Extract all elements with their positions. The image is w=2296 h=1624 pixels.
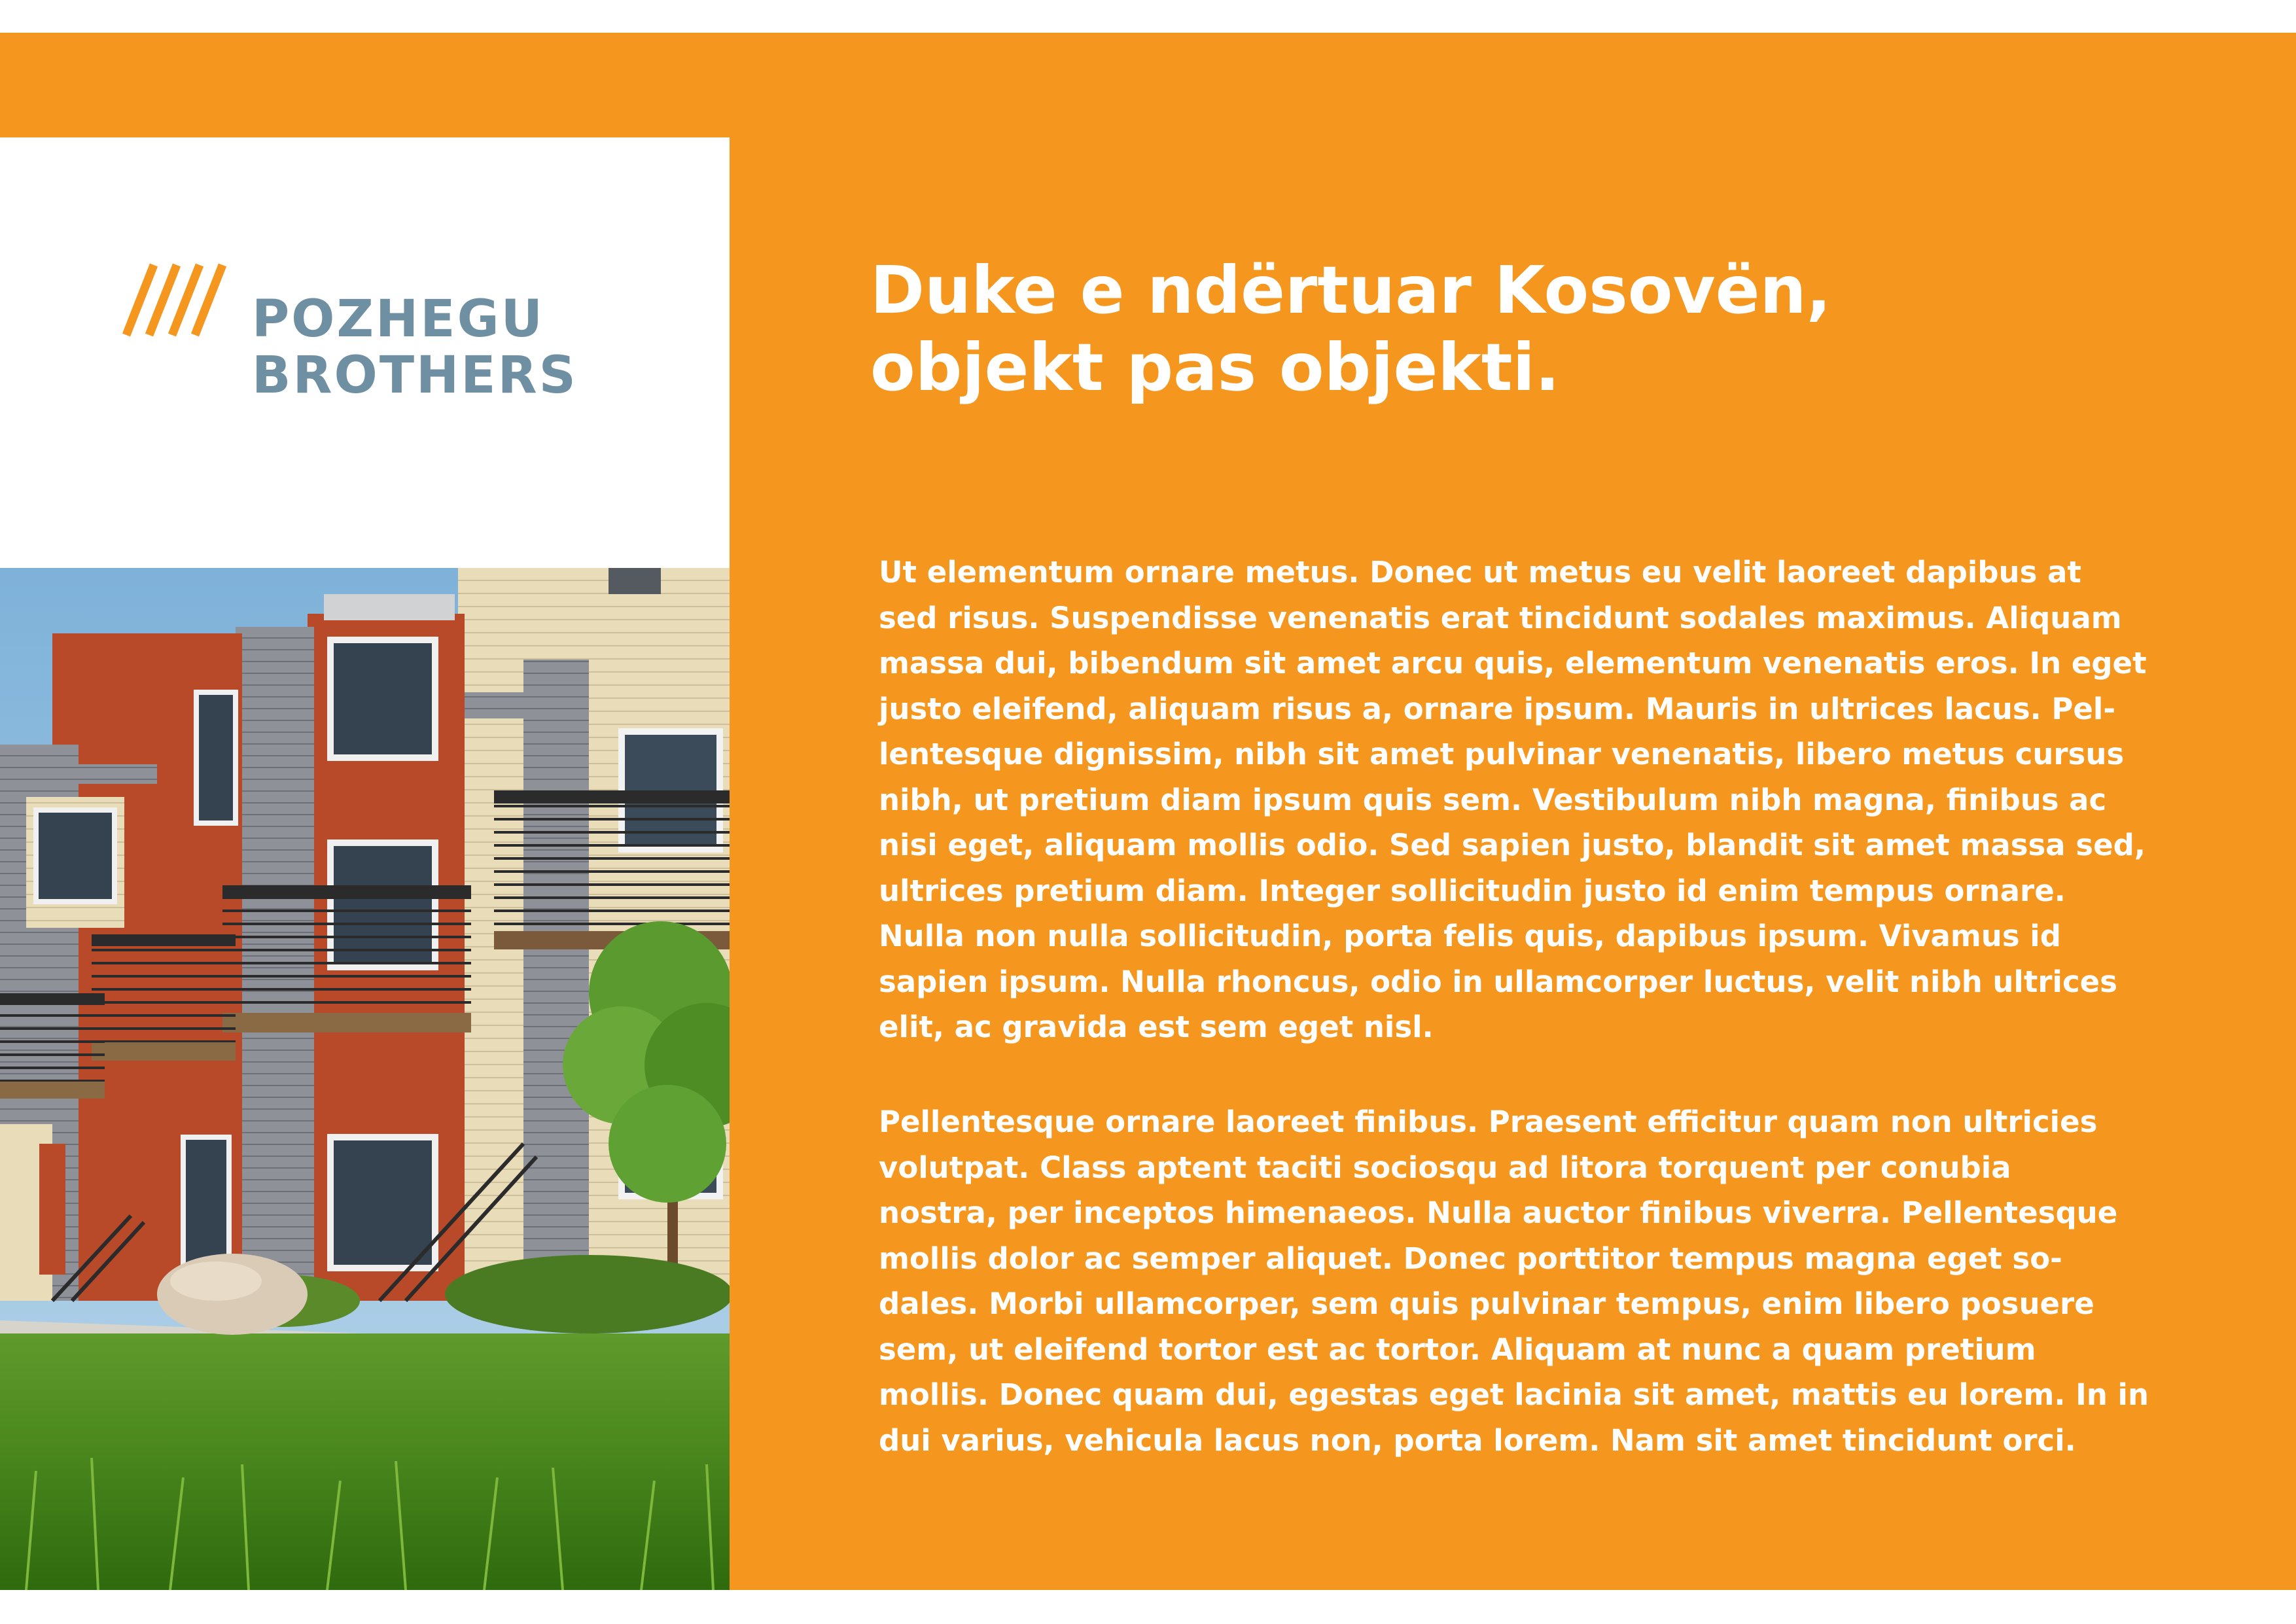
- paragraph-line: Pellentesque ornare laoreet finibus. Praesent efficitur quam non ultricies: [879, 1104, 2098, 1139]
- brand-name-line1: POZHEGU: [252, 290, 544, 349]
- apartment-building-photo: [0, 568, 730, 1590]
- paragraph-line: nostra, per inceptos himenaeos. Nulla auctor finibus viverra. Pellentesque: [879, 1195, 2118, 1230]
- headline-line1: Duke e ndërtuar Kosovën,: [870, 252, 1831, 328]
- paragraph-line: Ut elementum ornare metus. Donec ut metus eu velit laoreet dapibus at: [879, 555, 2081, 590]
- paragraph-line: massa dui, bibendum sit amet arcu quis, elementum venenatis eros. In eget: [879, 646, 2147, 680]
- page-headline: [870, 252, 2179, 406]
- paragraph-line: ultrices pretium diam. Integer sollicitudin justo id enim tempus ornare.: [879, 873, 2066, 908]
- paragraph-line: sem, ut eleifend tortor est ac tortor. Aliquam at nunc a quam pretium: [879, 1332, 2036, 1367]
- paragraph-line: sapien ipsum. Nulla rhoncus, odio in ullamcorper luctus, velit nibh ultrices: [879, 964, 2117, 999]
- paragraph-line: dales. Morbi ullamcorper, sem quis pulvinar tempus, enim libero posuere: [879, 1286, 2094, 1321]
- diagonal-stripes-icon: [121, 262, 239, 340]
- paragraph-line: sed risus. Suspendisse venenatis erat tincidunt sodales maximus. Aliquam: [879, 600, 2122, 635]
- paragraph-line: justo eleifend, aliquam risus a, ornare ipsum. Mauris in ultrices lacus. Pel-: [879, 691, 2115, 726]
- paragraph-line: Nulla non nulla sollicitudin, porta felis quis, dapibus ipsum. Vivamus id: [879, 919, 2061, 953]
- paragraph-line: lentesque dignissim, nibh sit amet pulvinar venenatis, libero metus cursus: [879, 737, 2125, 771]
- paragraph-line: nisi eget, aliquam mollis odio. Sed sapien justo, blandit sit amet massa sed,: [879, 828, 2146, 862]
- paragraph-line: mollis dolor ac semper aliquet. Donec porttitor tempus magna eget so-: [879, 1241, 2062, 1276]
- paragraph-line: dui varius, vehicula lacus non, porta lorem. Nam sit amet tincidunt orci.: [879, 1422, 2076, 1458]
- brand-name-line2: BROTHERS: [252, 346, 578, 405]
- paragraph-line: mollis. Donec quam dui, egestas eget lacinia sit amet, mattis eu lorem. In in: [879, 1377, 2149, 1412]
- brand-wordmark: [252, 291, 578, 404]
- body-paragraph-2: [879, 1099, 2187, 1463]
- body-paragraph-1: [879, 550, 2187, 1050]
- paragraph-line: elit, ac gravida est sem eget nisl.: [879, 1010, 1434, 1044]
- paragraph-line: nibh, ut pretium diam ipsum quis sem. Vestibulum nibh magna, finibus ac: [879, 782, 2107, 817]
- paragraph-line: volutpat. Class aptent taciti sociosqu ad litora torquent per conubia: [879, 1150, 2011, 1185]
- headline-line2: objekt pas objekti.: [870, 329, 1560, 406]
